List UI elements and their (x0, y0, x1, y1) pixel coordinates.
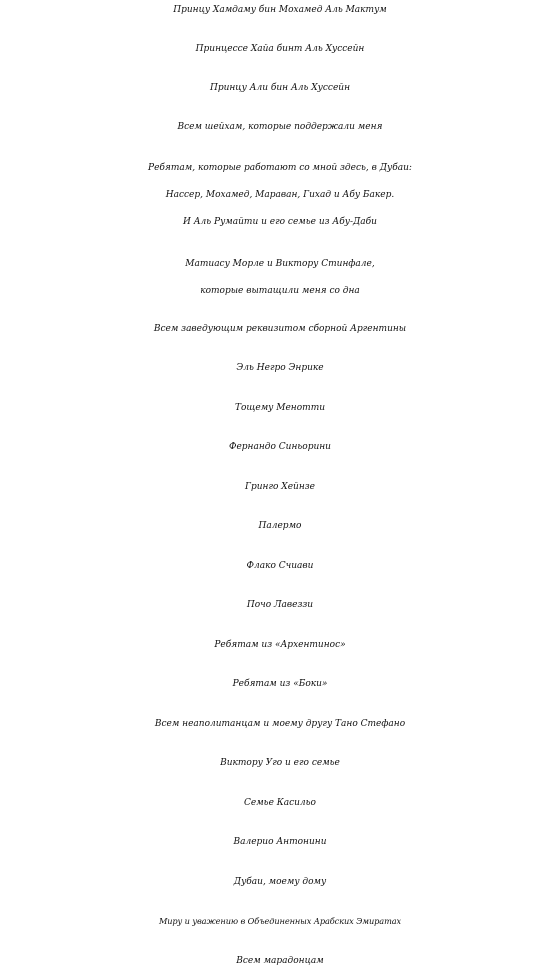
dedication-line: Принцессе Хайа бинт Аль Хуссейн (195, 44, 365, 54)
dedication-entry (0, 711, 560, 738)
dedication-line: которые вытащили меня со дна (200, 286, 360, 296)
dedication-line: Фернандо Синьорини (229, 442, 331, 452)
dedication-entry (0, 750, 560, 777)
dedication-entry (0, 671, 560, 698)
dedication-line: Миру и уважению в Объединенных Арабских Эмиратах (158, 916, 402, 926)
dedication-line: Всем марадонцам (236, 956, 324, 966)
dedication-line: Палермо (258, 521, 302, 531)
dedication-line: Принцу Хамдаму бин Мохамед Аль Мактум (173, 5, 387, 15)
dedication-line: Валерио Антонини (233, 837, 327, 847)
dedication-entry (0, 592, 560, 619)
dedication-entry (0, 829, 560, 856)
dedication-line: Всем заведующим реквизитом сборной Аргентины (153, 324, 407, 334)
dedication-line: Ребятам из «Боки» (232, 679, 328, 689)
dedication-entry (0, 948, 560, 975)
dedication-entry (0, 316, 560, 343)
dedication-entry (0, 474, 560, 501)
dedication-entry (0, 0, 560, 24)
dedication-line: Матиасу Морле и Виктору Стинфале, (185, 259, 375, 269)
dedication-line: Почо Лавеззи (246, 600, 314, 610)
dedication-entry (0, 36, 560, 63)
dedication-line: Ребятам, которые работают со мной здесь, в Дубаи: (148, 163, 412, 173)
dedication-entry (0, 908, 560, 935)
dedication-entry (0, 434, 560, 461)
dedication-entry (0, 355, 560, 382)
dedication-line: Ребятам из «Архентинос» (214, 640, 346, 650)
dedication-entry (0, 251, 560, 305)
dedication-line: Виктору Уго и его семье (220, 758, 340, 768)
dedication-line: Гринго Хейнзе (245, 482, 315, 492)
dedication-line: Принцу Али бин Аль Хуссейн (209, 83, 351, 93)
dedication-line: Флако Счиави (246, 561, 314, 571)
dedication-entry (0, 513, 560, 540)
dedication-line: Всем шейхам, которые поддержали меня (177, 122, 383, 132)
dedication-line: Нассер, Мохамед, Мараван, Гихад и Абу Бакер. (165, 190, 395, 200)
dedication-entry (0, 114, 560, 141)
dedication-line: Всем неаполитанцам и моему другу Тано Стефано (154, 719, 406, 729)
dedication-line: Эль Негро Энрике (236, 363, 324, 373)
dedication-entry (0, 75, 560, 102)
dedication-line: Дубаи, моему дому (233, 877, 327, 887)
dedication-entry (0, 869, 560, 896)
dedication-line: И Аль Румайти и его семье из Абу-Даби (183, 217, 377, 227)
dedication-entry (0, 155, 560, 236)
dedication-entry (0, 395, 560, 422)
dedication-entry (0, 632, 560, 659)
dedication-entry (0, 553, 560, 580)
dedication-line: Семье Касильо (244, 798, 316, 808)
dedication-entry (0, 790, 560, 817)
dedication-line: Тощему Менотти (234, 403, 326, 413)
